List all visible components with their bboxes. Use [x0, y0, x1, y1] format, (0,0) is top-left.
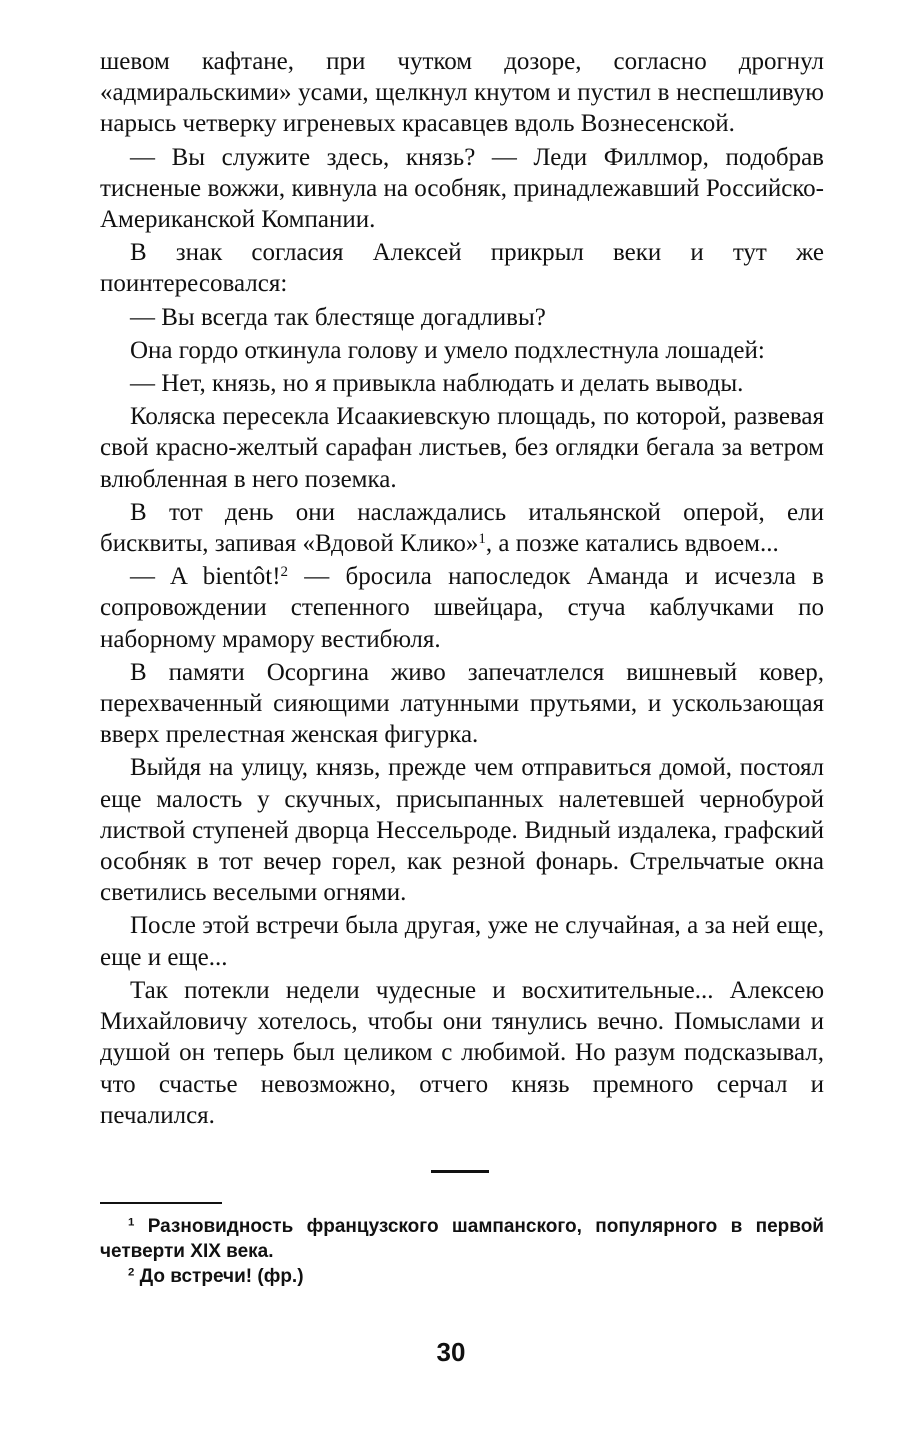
footnote-2-text: До встречи! (фр.) — [134, 1266, 304, 1287]
paragraph-5: Она гордо откинула голову и умело подхлестнула лошадей: — [130, 336, 765, 364]
paragraph-13: Так потекли недели чудесные и восхитительные... Алексею Михайловичу хотелось, чтобы они тянулись вечно. Помыслами и душой он теперь был целиком с любимой. Но разум подсказывал, что счастье невозможно, отчего князь премного серчал и печалился. — [100, 976, 824, 1129]
footnote-2 — [100, 1264, 824, 1289]
paragraph-4: — Вы всегда так блестяще догадливы? — [130, 303, 546, 331]
scene-break-divider — [431, 1170, 489, 1173]
footnote-mark-2: 2 — [128, 1266, 135, 1279]
footnote-ref-1[interactable]: 1 — [478, 530, 486, 547]
footnote-ref-2[interactable]: 2 — [280, 564, 289, 580]
paragraph-8-text-b: , а позже катались вдвоем... — [485, 530, 779, 558]
paragraph-9-text-b: — бросила напоследок Аманда и исчезла в сопровождении степенного швейцара, стуча каблучками по наборному мрамору вестибюля. — [100, 563, 824, 653]
page-number: 30 — [436, 1337, 466, 1367]
paragraph-12: После этой встречи была другая, уже не случайная, а за ней еще, еще и еще... — [100, 912, 824, 971]
paragraph-8-text-a: В тот день они наслаждались итальянской оперой, ели бисквиты, запивая «Вдовой Клико» — [100, 498, 824, 558]
paragraph-1: шевом кафтане, при чутком дозоре, согласно дрогнул «адмиральскими» усами, щелкнул кнутом и пустил в неспешливую нарысь четверку игреневых красавцев вдоль Вознесенской. — [100, 48, 824, 138]
main-text — [100, 46, 824, 1131]
footnote-1 — [100, 1214, 824, 1264]
footnote-1-text: Разновидность французского шампанского, популярного в первой четверти XIX века. — [100, 1216, 824, 1262]
footnotes — [100, 1214, 824, 1289]
paragraph-7: Коляска пересекла Исаакиевскую площадь, по которой, развевая свой красно-желтый сарафан листьев, без оглядки бегала за ветром влюбленная в него поземка. — [100, 403, 824, 493]
paragraph-10: В памяти Осоргина живо запечатлелся вишневый ковер, перехваченный сияющими латунными прутьями, и ускользающая вверх прелестная женская фигурка. — [100, 658, 824, 749]
paragraph-9 — [100, 561, 824, 655]
paragraph-9-text-a: — A bientôt! — [130, 563, 281, 591]
paragraph-3: В знак согласия Алексей прикрыл веки и тут же поинтересовался: — [100, 239, 824, 298]
footnote-separator — [100, 1202, 222, 1204]
footnote-mark-1: 1 — [128, 1216, 135, 1229]
paragraph-2: — Вы служите здесь, князь? — Леди Филлмор, подобрав тисненые вожжи, кивнула на особняк, принадлежавший Российско-Американской Компании. — [100, 143, 824, 234]
paragraph-11: Выйдя на улицу, князь, прежде чем отправиться домой, постоял еще малость у скучных, присыпанных налетевшей чернобурой листвой ступеней дворца Нессельроде. Видный издалека, графский особняк в тот вечер горел, как резной фонарь. Стрельчатые окна светились веселыми огнями. — [100, 754, 824, 907]
paragraph-8 — [100, 497, 824, 559]
paragraph-6: — Нет, князь, но я привыкла наблюдать и делать выводы. — [130, 370, 744, 398]
